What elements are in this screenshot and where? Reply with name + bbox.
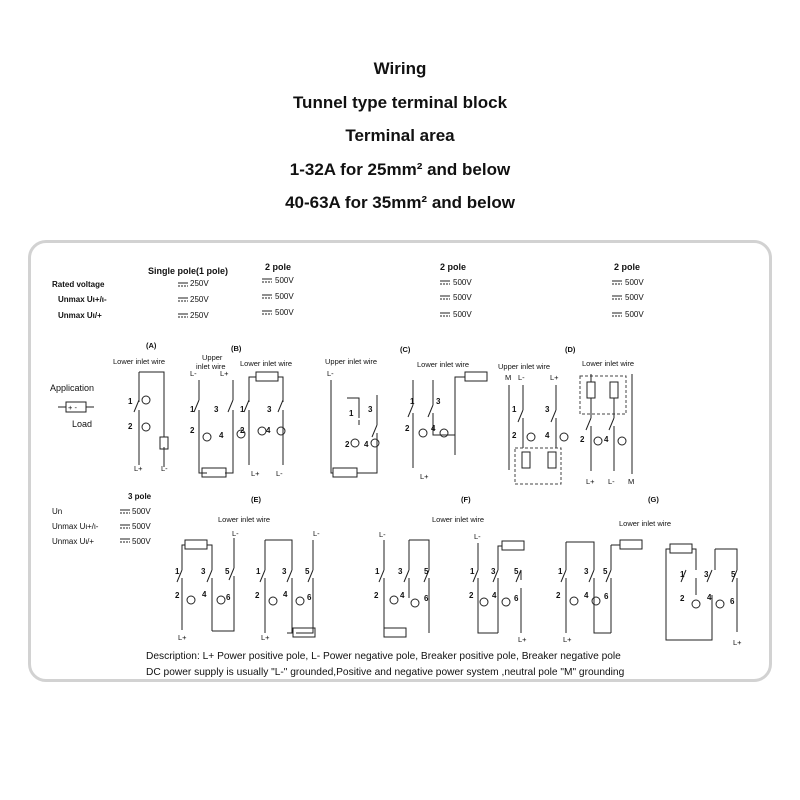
- single-pole-v1: 250V: [190, 279, 209, 288]
- unmax-label-2: Unmax Uι/+: [58, 311, 102, 320]
- b2-pos: L+: [251, 469, 260, 478]
- single-pole-header: Single pole(1 pole): [148, 266, 229, 276]
- circuit-g2: [666, 544, 742, 647]
- section-e: (E): [251, 495, 261, 504]
- section-b: (B): [231, 344, 242, 353]
- title-32a-spec: 1-32A for 25mm² and below: [289, 159, 511, 179]
- two-pole-2-v3: 500V: [453, 310, 472, 319]
- section-g: (G): [648, 495, 659, 504]
- c1-term-4: 4: [364, 440, 369, 449]
- g2-term-2: 2: [680, 594, 685, 603]
- g2-term-4: 4: [707, 593, 712, 602]
- f1-term-5: 5: [424, 567, 429, 576]
- f2-term-5: 5: [514, 567, 519, 576]
- description-line-2: DC power supply is usually "L-" grounded,Positive and negative power system ,neutral pole "M" grounding: [146, 667, 625, 678]
- e2-term-1: 1: [256, 567, 261, 576]
- two-pole-1-v1: 500V: [275, 276, 294, 285]
- e2-term-4: 4: [283, 590, 288, 599]
- g1-term-4: 4: [584, 591, 589, 600]
- application-legend: [50, 383, 94, 429]
- g2-term-3: 3: [704, 570, 709, 579]
- f2-term-2: 2: [469, 591, 474, 600]
- b2-term-4: 4: [266, 426, 271, 435]
- f1-term-2: 2: [374, 591, 379, 600]
- a-term-1: 1: [128, 397, 133, 406]
- unmax-b-label-1: Unmax Uι+/ι-: [52, 522, 99, 531]
- circuit-a: [128, 372, 168, 473]
- circuit-c1: [327, 369, 379, 477]
- f1-neg: L-: [379, 530, 386, 539]
- d1-term-1: 1: [512, 405, 517, 414]
- wire-label-b1a: Upper: [202, 353, 223, 362]
- c1-term-3: 3: [368, 405, 373, 414]
- f2-neg: L-: [474, 532, 481, 541]
- f2-term-3: 3: [491, 567, 496, 576]
- g2-term-5: 5: [731, 570, 736, 579]
- two-pole-1-v2: 500V: [275, 292, 294, 301]
- b1-term-1: 1: [190, 405, 195, 414]
- f1-term-3: 3: [398, 567, 403, 576]
- circuit-d2: [580, 374, 634, 486]
- f1-term-4: 4: [400, 591, 405, 600]
- wire-label-a: Lower inlet wire: [113, 357, 166, 366]
- f1-term-6: 6: [424, 594, 429, 603]
- application-label: Application: [50, 383, 95, 393]
- two-pole-header-1: 2 pole: [265, 262, 292, 272]
- c2-term-2: 2: [405, 424, 410, 433]
- e2-term-2: 2: [255, 591, 260, 600]
- two-pole-3-v1: 500V: [625, 278, 644, 287]
- title-wiring: Wiring: [373, 59, 427, 78]
- e2-term-6: 6: [307, 593, 312, 602]
- g2-term-6: 6: [730, 597, 735, 606]
- two-pole-header-3: 2 pole: [614, 262, 641, 272]
- b2-term-2: 2: [240, 426, 245, 435]
- e1-pos: L+: [178, 633, 187, 642]
- title-63a-spec: 40-63A for 35mm² and below: [285, 193, 515, 212]
- circuit-g1: [556, 540, 642, 644]
- three-pole-v3: 500V: [132, 537, 151, 546]
- g1-term-6: 6: [604, 592, 609, 601]
- three-pole-header: 3 pole: [128, 492, 152, 501]
- a-pos: L+: [134, 464, 143, 473]
- f2-term-4: 4: [492, 591, 497, 600]
- three-pole-v1: 500V: [132, 507, 151, 516]
- load-box-signs: + -: [68, 403, 77, 412]
- circuit-b1: [190, 369, 245, 477]
- b2-term-1: 1: [240, 405, 245, 414]
- g1-term-2: 2: [556, 591, 561, 600]
- circuit-e1: [175, 529, 239, 642]
- wire-label-b1b: inlet wire: [196, 362, 226, 371]
- d1-term-3: 3: [545, 405, 550, 414]
- two-pole-2-v1: 500V: [453, 278, 472, 287]
- three-pole-v2: 500V: [132, 522, 151, 531]
- d2-term-4: 4: [604, 435, 609, 444]
- d1-pos: L+: [550, 373, 559, 382]
- g1-term-5: 5: [603, 567, 608, 576]
- section-a: (A): [146, 341, 157, 350]
- wire-label-c1: Upper inlet wire: [325, 357, 378, 366]
- description-line-1: Description: L+ Power positive pole, L- Power negative pole, Breaker positive pole, Breaker negative pole: [146, 651, 621, 662]
- wire-label-g: Lower inlet wire: [619, 519, 672, 528]
- g1-term-3: 3: [584, 567, 589, 576]
- circuit-c2: [405, 372, 487, 481]
- e2-neg: L-: [313, 529, 320, 538]
- two-pole-header-2: 2 pole: [440, 262, 467, 272]
- unmax-b-label-2: Unmax Uι/+: [52, 537, 95, 546]
- e1-term-3: 3: [201, 567, 206, 576]
- circuit-f1: [374, 530, 429, 637]
- d2-term-2: 2: [580, 435, 585, 444]
- d2-m: M: [628, 477, 635, 486]
- load-label: Load: [72, 419, 93, 429]
- c1-term-2: 2: [345, 440, 350, 449]
- un-label: Un: [52, 507, 63, 516]
- e1-term-5: 5: [225, 567, 230, 576]
- b2-term-3: 3: [267, 405, 272, 414]
- g1-pos: L+: [563, 635, 572, 644]
- title-terminal-area: Terminal area: [345, 126, 455, 145]
- wire-label-d2: Lower inlet wire: [582, 359, 635, 368]
- a-neg: L-: [161, 464, 168, 473]
- two-pole-3-v2: 500V: [625, 293, 644, 302]
- g1-term-1: 1: [558, 567, 563, 576]
- section-f: (F): [461, 495, 471, 504]
- b1-lpos: L+: [220, 369, 229, 378]
- c2-term-1: 1: [410, 397, 415, 406]
- e1-term-2: 2: [175, 591, 180, 600]
- e1-term-6: 6: [226, 593, 231, 602]
- e2-term-5: 5: [305, 567, 310, 576]
- ratings-bottom: [52, 492, 152, 546]
- c2-term-4: 4: [431, 424, 436, 433]
- b1-term-3: 3: [214, 405, 219, 414]
- two-pole-3-v3: 500V: [625, 310, 644, 319]
- c1-neg: L-: [327, 369, 334, 378]
- d1-term-2: 2: [512, 431, 517, 440]
- c2-term-3: 3: [436, 397, 441, 406]
- e1-term-4: 4: [202, 590, 207, 599]
- b1-lneg: L-: [190, 369, 197, 378]
- single-pole-v3: 250V: [190, 311, 209, 320]
- e2-term-3: 3: [282, 567, 287, 576]
- two-pole-1-v3: 500V: [275, 308, 294, 317]
- f2-term-1: 1: [470, 567, 475, 576]
- f1-term-1: 1: [375, 567, 380, 576]
- g2-pos: L+: [733, 638, 742, 647]
- wire-label-e: Lower inlet wire: [218, 515, 271, 524]
- two-pole-2-v2: 500V: [453, 293, 472, 302]
- section-c: (C): [400, 345, 411, 354]
- b1-term-2: 2: [190, 426, 195, 435]
- e1-term-1: 1: [175, 567, 180, 576]
- d1-neg: L-: [518, 373, 525, 382]
- wire-label-d1: Upper inlet wire: [498, 362, 551, 371]
- b2-neg: L-: [276, 469, 283, 478]
- g2-term-1: 1: [680, 570, 685, 579]
- c1-term-1: 1: [349, 409, 354, 418]
- section-d: (D): [565, 345, 576, 354]
- wire-label-c2: Lower inlet wire: [417, 360, 470, 369]
- a-term-2: 2: [128, 422, 133, 431]
- title-tunnel-terminal: Tunnel type terminal block: [292, 92, 508, 112]
- circuit-e2: [255, 529, 320, 642]
- f2-pos: L+: [518, 635, 527, 644]
- rated-voltage-label: Rated voltage: [52, 280, 105, 289]
- d1-term-4: 4: [545, 431, 550, 440]
- d1-m: M: [505, 373, 512, 382]
- f2-term-6: 6: [514, 594, 519, 603]
- d2-pos: L+: [586, 477, 595, 486]
- single-pole-v2: 250V: [190, 295, 209, 304]
- b1-term-4: 4: [219, 431, 224, 440]
- c2-pos: L+: [420, 472, 429, 481]
- circuit-b2: [240, 372, 285, 478]
- unmax-label-1: Unmax Uι+/ι-: [58, 295, 107, 304]
- d2-neg: L-: [608, 477, 615, 486]
- e2-pos: L+: [261, 633, 270, 642]
- wire-label-f: Lower inlet wire: [432, 515, 485, 524]
- circuit-d1: [505, 373, 568, 484]
- wire-label-b2: Lower inlet wire: [240, 359, 293, 368]
- e1-neg: L-: [232, 529, 239, 538]
- circuit-f2: [469, 532, 527, 644]
